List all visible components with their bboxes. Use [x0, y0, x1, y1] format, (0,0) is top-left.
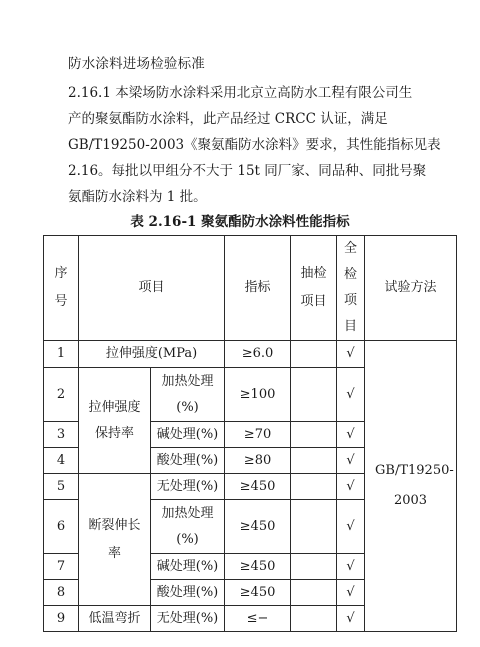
full-check: √ — [337, 554, 365, 580]
header-full: 全检项目 — [337, 236, 365, 341]
index-value: ≥6.0 — [225, 341, 291, 368]
section-title: 防水涂料进场检验标准 — [68, 56, 205, 72]
paragraph-line: 氨酯防水涂料为 1 批。 — [68, 189, 207, 205]
full-check: √ — [337, 341, 365, 368]
index-value: ≥450 — [225, 500, 291, 554]
sample-check — [291, 606, 337, 632]
full-check: √ — [337, 500, 365, 554]
item-name: 拉伸强度(MPa) — [79, 341, 225, 368]
row-number: 5 — [44, 474, 79, 500]
item-subname: 加热处理(%) — [151, 368, 225, 422]
item-subname: 无处理(%) — [151, 606, 225, 632]
item-group: 低温弯折 — [79, 606, 151, 632]
row-number: 4 — [44, 448, 79, 474]
sample-check — [291, 580, 337, 606]
paragraph-line: GB/T19250-2003《聚氨酯防水涂料》要求，其性能指标见表 — [68, 137, 441, 153]
item-subname: 加热处理(%) — [151, 500, 225, 554]
item-subname: 酸处理(%) — [151, 580, 225, 606]
row-number: 9 — [44, 606, 79, 632]
index-value: ≥450 — [225, 580, 291, 606]
full-check: √ — [337, 448, 365, 474]
index-value: ≥80 — [225, 448, 291, 474]
sample-check — [291, 341, 337, 368]
paragraph-line: 2.16。每批以甲组分不大于 15t 同厂家、同品种、同批号聚 — [68, 163, 427, 179]
index-value: ≥450 — [225, 474, 291, 500]
row-number: 3 — [44, 422, 79, 448]
row-number: 8 — [44, 580, 79, 606]
full-check: √ — [337, 474, 365, 500]
full-check: √ — [337, 368, 365, 422]
sample-check — [291, 368, 337, 422]
row-number: 2 — [44, 368, 79, 422]
paragraph-line: 2.16.1 本梁场防水涂料采用北京立高防水工程有限公司生 — [68, 85, 413, 101]
index-value: ≥70 — [225, 422, 291, 448]
full-check: √ — [337, 606, 365, 632]
row-number: 1 — [44, 341, 79, 368]
sample-check — [291, 554, 337, 580]
sample-check — [291, 500, 337, 554]
row-number: 7 — [44, 554, 79, 580]
header-index: 指标 — [225, 236, 291, 341]
item-subname: 碱处理(%) — [151, 422, 225, 448]
table-row — [44, 341, 457, 368]
sample-check — [291, 422, 337, 448]
header-item: 项目 — [79, 236, 225, 341]
sample-check — [291, 474, 337, 500]
row-number: 6 — [44, 500, 79, 554]
item-subname: 酸处理(%) — [151, 448, 225, 474]
full-check: √ — [337, 422, 365, 448]
index-value: ≥450 — [225, 554, 291, 580]
performance-table — [43, 235, 457, 632]
header-method: 试验方法 — [365, 236, 457, 341]
index-value: ≤− — [225, 606, 291, 632]
header-seq: 序号 — [44, 236, 79, 341]
item-subname: 无处理(%) — [151, 474, 225, 500]
test-method: GB/T19250-2003 — [365, 341, 457, 632]
full-check: √ — [337, 580, 365, 606]
sample-check — [291, 448, 337, 474]
index-value: ≥100 — [225, 368, 291, 422]
header-sample: 抽检项目 — [291, 236, 337, 341]
table-header-row — [44, 236, 457, 341]
item-group: 断裂伸长率 — [79, 474, 151, 606]
paragraph-line: 产的聚氨酯防水涂料，此产品经过 CRCC 认证，满足 — [68, 111, 388, 127]
intro-paragraph — [68, 80, 448, 210]
item-group: 拉伸强度保持率 — [79, 368, 151, 474]
item-subname: 碱处理(%) — [151, 554, 225, 580]
table-caption: 表 2.16-1 聚氨酯防水涂料性能指标 — [130, 214, 350, 230]
